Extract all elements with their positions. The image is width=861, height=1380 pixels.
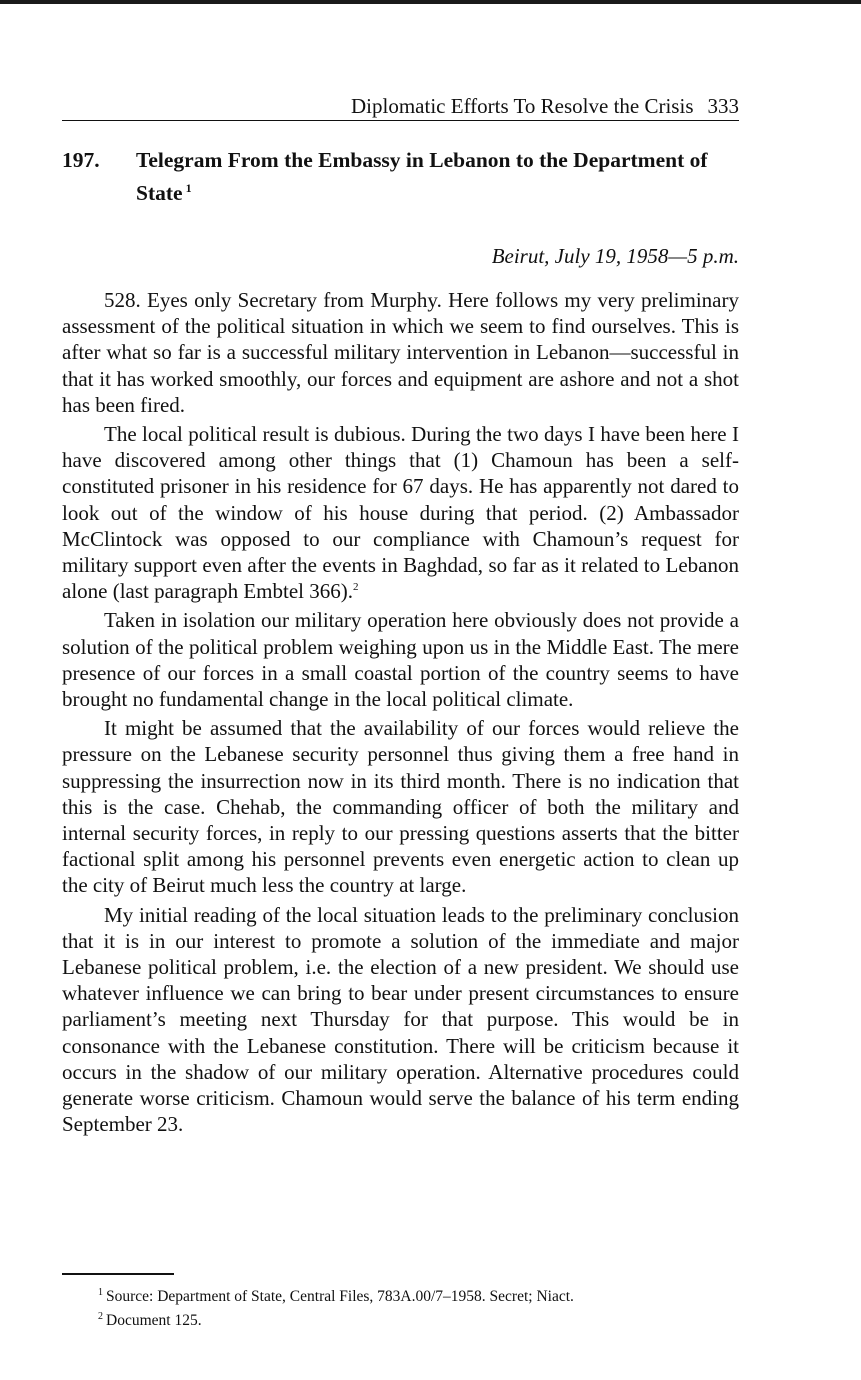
paragraph	[62, 287, 739, 418]
paragraph-text: The local political result is dubious. During the two days I have been here I have discovered among other things that (1) Chamoun has been a self-constituted prisoner in his residence for 67 days. He has apparently not dared to look out of the window of his house during that period. (2) Ambassador McClintock was opposed to our compliance with Chamoun’s request for military support even after the events in Baghdad, so far as it related to Lebanon alone (last paragraph Embtel 366).	[62, 422, 739, 604]
paragraph-text: 528. Eyes only Secretary from Murphy. Here follows my very preliminary assessment of the political situation in which we seem to find ourselves. This is after what so far is a successful military intervention in Lebanon—successful in that it has worked smoothly, our forces and equipment are ashore and not a shot has been fired.	[62, 288, 739, 417]
paragraph-text: It might be assumed that the availability of our forces would relieve the pressure on the Lebanese security personnel thus giving them a free hand in suppressing the insurrection now in its third month. There is no indication that this is the case. Chehab, the commanding officer of both the military and internal security forces, in reply to our pressing questions asserts that the bitter factional split among his personnel prevents even energetic action to clean up the city of Beirut much less the country at large.	[62, 716, 739, 898]
paragraph-text: Taken in isolation our military operation here obviously does not provide a solution of the political problem weighing upon us in the Middle East. The mere presence of our forces in a small coastal portion of the country seems to have brought no fundamental change in the local political climate.	[62, 608, 739, 712]
footnote-number: 1	[98, 1287, 103, 1298]
document-number: 197.	[62, 148, 100, 172]
paragraph	[62, 607, 739, 712]
footnote-text: Source: Department of State, Central Files, 783A.00/7–1958. Secret; Niact.	[106, 1288, 574, 1306]
paragraph	[62, 421, 739, 604]
document-title: Telegram From the Embassy in Lebanon to the Department of State	[136, 148, 708, 206]
footnote-marker[interactable]: 2	[352, 581, 359, 594]
paragraph-text: My initial reading of the local situation leads to the preliminary conclusion that it is in our interest to promote a solution of the immediate and major Lebanese political problem, i.e. the election of a new president. We should use whatever influence we can bring to bear under present circumstances to ensure parliament’s meeting next Thursday for that purpose. This would be in consonance with the Lebanese constitution. There will be criticism because it occurs in the shadow of our military operation. Alternative procedures could generate worse criticism. Chamoun would serve the balance of his term ending September 23.	[62, 902, 739, 1137]
footnotes	[98, 1283, 738, 1331]
paragraph	[62, 902, 739, 1138]
title-footnote-marker[interactable]: 1	[185, 181, 192, 195]
footnote-text: Document 125.	[106, 1312, 202, 1330]
page-top-border	[0, 0, 861, 4]
running-head-title: Diplomatic Efforts To Resolve the Crisis	[351, 94, 694, 118]
document-heading	[62, 146, 752, 207]
telegram-body	[62, 287, 739, 1141]
footnote	[98, 1307, 738, 1331]
footnote	[98, 1283, 738, 1307]
running-head	[62, 92, 739, 121]
footnote-divider	[62, 1273, 174, 1275]
dateline: Beirut, July 19, 1958—5 p.m.	[491, 244, 739, 268]
document-title-block	[136, 146, 752, 207]
footnote-number: 2	[98, 1311, 103, 1323]
page-number: 333	[707, 94, 739, 118]
paragraph	[62, 715, 739, 898]
